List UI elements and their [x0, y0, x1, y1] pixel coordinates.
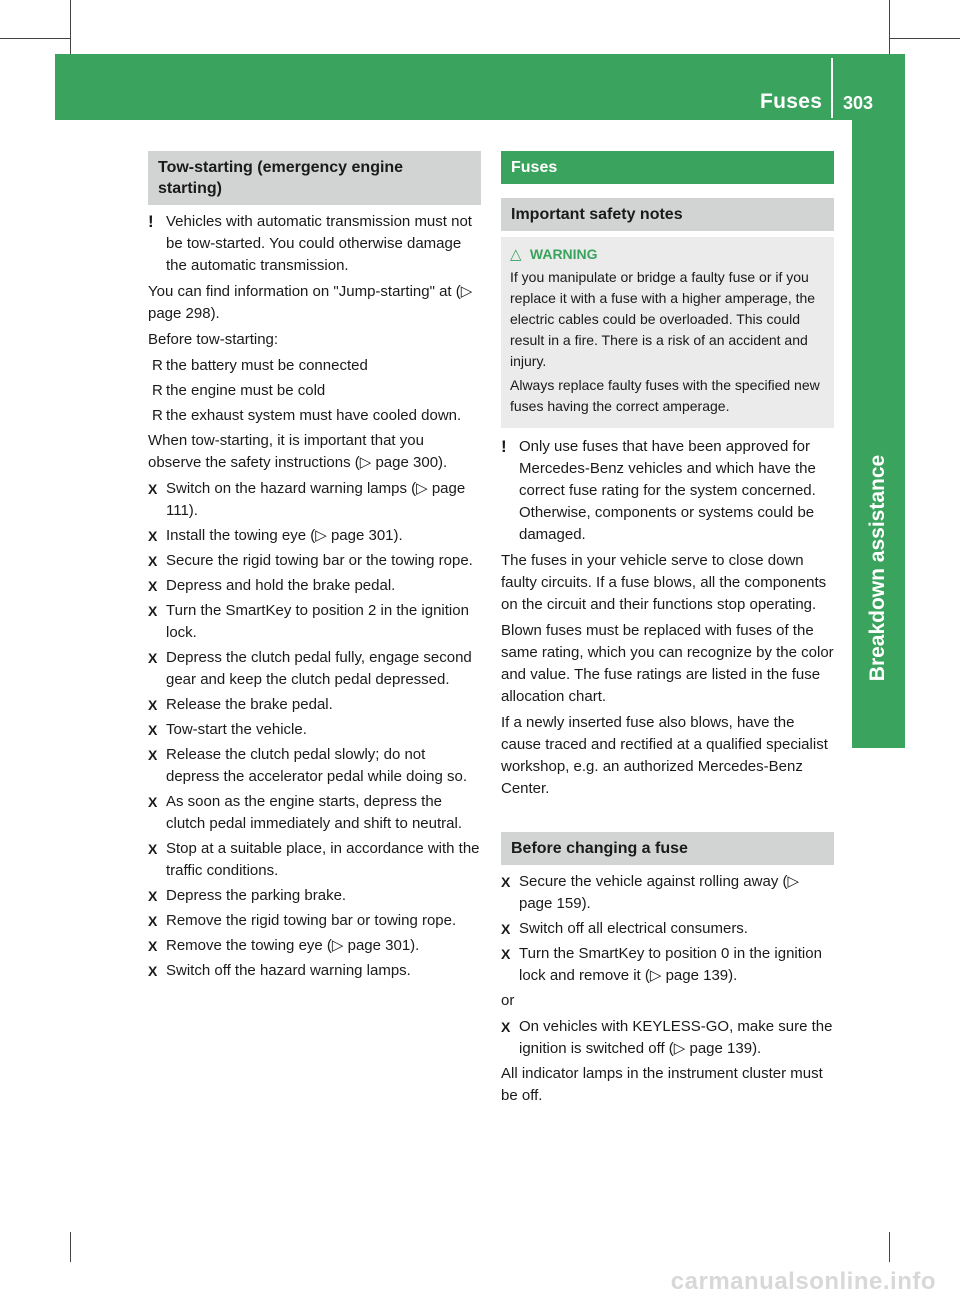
or-label: or	[501, 992, 515, 1009]
note-text: Only use fuses that have been approved for Mercedes-Benz vehicles and which have the correct fuse rating for the system concerned. Otherwise, components or systems could be damaged.	[519, 438, 816, 543]
step-item: X Remove the towing eye (▷ page 301).	[148, 935, 481, 957]
warning-box	[501, 237, 834, 428]
fuse-prep-steps	[501, 871, 834, 987]
spacer	[501, 804, 834, 832]
step-item: X Stop at a suitable place, in accordance with the traffic conditions.	[148, 840, 480, 879]
step-arrow-icon: X	[148, 697, 158, 713]
subsection-heading-before-changing: Before changing a fuse	[501, 832, 834, 865]
exclamation-icon: !	[501, 437, 507, 456]
step-item: X Remove the rigid towing bar or towing rope.	[148, 910, 481, 932]
step-item: X Secure the rigid towing bar or the towing rope.	[148, 550, 481, 572]
step-item: X Turn the SmartKey to position 0 in the ignition lock and remove it (▷ page 139).	[501, 945, 822, 984]
warning-title	[510, 244, 825, 265]
step-item: X Depress the parking brake.	[148, 885, 481, 907]
crop-mark	[890, 38, 960, 39]
warning-triangle-icon: △	[510, 246, 522, 263]
header-divider	[831, 58, 833, 118]
step-arrow-icon: X	[148, 481, 158, 497]
tow-start-steps	[148, 478, 481, 982]
step-arrow-icon: X	[148, 578, 158, 594]
section-heading-tow-starting: Tow-starting (emergency engine starting)	[148, 151, 481, 205]
step-item: X Turn the SmartKey to position 2 in the ignition lock.	[148, 602, 469, 641]
chapter-label: Breakdown assistance	[866, 454, 889, 682]
list-item: R the engine must be cold	[148, 380, 481, 402]
safety-reference: When tow-starting, it is important that you observe the safety instructions (▷ page 300).	[148, 432, 448, 471]
page-title: Fuses	[760, 90, 823, 113]
step-arrow-icon: X	[148, 888, 158, 904]
subsection-heading-safety-notes: Important safety notes	[501, 198, 834, 231]
step-arrow-icon: X	[148, 841, 158, 857]
exclamation-icon: !	[148, 212, 154, 231]
warning-text: If you manipulate or bridge a faulty fuse or if you replace it with a fuse with a higher amperage, the electric cables could be overloaded. This could result in a fire. There is a risk of an accident and injury.	[510, 269, 816, 369]
chapter-tab-marker	[852, 706, 905, 748]
bullet-icon: R	[152, 407, 163, 424]
step-arrow-icon: X	[148, 650, 158, 666]
step-item: X On vehicles with KEYLESS-GO, make sure the ignition is switched off (▷ page 139).	[501, 1018, 833, 1057]
condition-list	[148, 355, 481, 427]
jump-start-reference: You can find information on "Jump-starting" at (▷ page 298).	[148, 283, 473, 322]
watermark	[0, 1262, 960, 1302]
step-arrow-icon: X	[501, 921, 511, 937]
list-item: R the battery must be connected	[148, 355, 481, 377]
page-number: 303	[843, 93, 874, 113]
step-arrow-icon: X	[148, 747, 158, 763]
step-item: X Switch off the hazard warning lamps.	[148, 960, 481, 982]
step-arrow-icon: X	[501, 946, 511, 962]
step-arrow-icon: X	[501, 874, 511, 890]
step-arrow-icon: X	[148, 528, 158, 544]
caution-note	[501, 436, 834, 546]
step-item: X Install the towing eye (▷ page 301).	[148, 525, 481, 547]
step-item: X Release the clutch pedal slowly; do not depress the accelerator pedal while doing so.	[148, 746, 468, 785]
bullet-icon: R	[152, 357, 163, 374]
step-item: X Switch on the hazard warning lamps (▷ page 111).	[148, 480, 466, 519]
list-item: R the exhaust system must have cooled down.	[148, 405, 481, 427]
step-arrow-icon: X	[148, 938, 158, 954]
step-item: X Tow-start the vehicle.	[148, 719, 481, 741]
body-paragraph: The fuses in your vehicle serve to close down faulty circuits. If a fuse blows, all the components on the circuit and their functions stop operating.	[501, 552, 827, 613]
body-paragraph: If a newly inserted fuse also blows, have the cause traced and rectified at a qualified specialist workshop, e.g. an authorized Mercedes-Benz Center.	[501, 714, 828, 797]
body-paragraph: Blown fuses must be replaced with fuses of the same rating, which you can recognize by the color and value. The fuse ratings are listed in the fuse allocation chart.	[501, 622, 834, 705]
step-item: X Secure the vehicle against rolling away (▷ page 159).	[501, 873, 800, 912]
warning-label: WARNING	[529, 246, 598, 262]
step-arrow-icon: X	[148, 603, 158, 619]
step-arrow-icon: X	[148, 963, 158, 979]
watermark-text: carmanualsonline.info	[670, 1268, 936, 1295]
step-arrow-icon: X	[501, 1019, 511, 1035]
step-item: X As soon as the engine starts, depress the clutch pedal immediately and shift to neutral.	[148, 793, 462, 832]
note-text: Vehicles with automatic transmission must not be tow-started. You could otherwise damage the automatic transmission.	[166, 213, 472, 274]
right-column	[501, 151, 834, 1111]
step-item: X Depress the clutch pedal fully, engage second gear and keep the clutch pedal depressed.	[148, 649, 472, 688]
step-arrow-icon: X	[148, 722, 158, 738]
body-paragraph: All indicator lamps in the instrument cluster must be off.	[501, 1065, 823, 1104]
step-item: X Release the brake pedal.	[148, 694, 481, 716]
step-item: X Switch off all electrical consumers.	[501, 918, 834, 940]
warning-text: Always replace faulty fuses with the specified new fuses having the correct amperage.	[510, 377, 820, 414]
left-column	[148, 151, 481, 985]
caution-note	[148, 211, 481, 277]
step-arrow-icon: X	[148, 913, 158, 929]
step-arrow-icon: X	[148, 794, 158, 810]
before-label: Before tow-starting:	[148, 331, 279, 348]
bullet-icon: R	[152, 382, 163, 399]
step-arrow-icon: X	[148, 553, 158, 569]
step-item: X Depress and hold the brake pedal.	[148, 575, 481, 597]
crop-mark	[0, 38, 70, 39]
section-heading-fuses: Fuses	[501, 151, 834, 184]
